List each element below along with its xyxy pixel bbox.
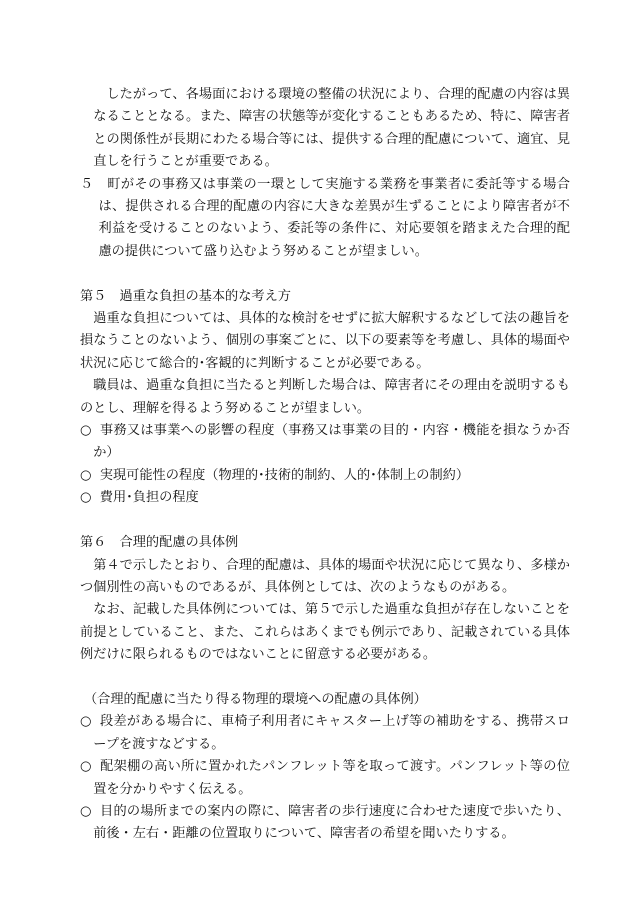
section-6-paragraph: 第４で示したとおり、合理的配慮は、具体的場面や状況に応じて異なり、多様かつ個別性の高いものであるが、具体例としては、次のようなものがある。 [80, 557, 570, 595]
list-item [80, 465, 570, 487]
intro-paragraph: したがって、各場面における環境の整備の状況により、合理的配慮の内容は異なることとなる。また、障害の状態等が変化することもあるため、特に、障害者との関係性が長期にわたる場合等には、提供する合理的配慮について、適宜、見直しを行うことが重要である。 [93, 87, 570, 170]
list-item-text: 目的の場所までの案内の際に、障害者の歩行速度に合わせた速度で歩いたり、前後・左右・距離の位置取りについて、障害者の希望を聞いたりする。 [93, 803, 570, 842]
bullet-circle-icon: ○ [80, 490, 92, 506]
section-6-paragraph: なお、記載した具体例については、第５で示した過重な負担が存在しないことを前提としていること、また、これらはあくまでも例示であり、記載されている具体例だけに限られるものではないことに留意する必要がある。 [80, 602, 570, 663]
section-5-paragraph: 職員は、過重な負担に当たると判断した場合は、障害者にその理由を説明するものとし、理解を得るよう努めることが望ましい。 [80, 378, 570, 416]
list-item-text: 費用･負担の程度 [99, 490, 199, 506]
list-item [80, 711, 570, 756]
list-item [80, 756, 570, 801]
item-5: ５ 町がその事務又は事業の一環として実施する業務を事業者に委託等する場合は、提供される合理的配慮の内容に大きな差異が生ずることにより障害者が不利益を受けることのないよう、委託等の条件に、対応要領を踏まえた合理的配慮の提供について盛り込むよう努めることが望ましい。 [80, 176, 570, 259]
bullet-circle-icon: ○ [80, 803, 92, 819]
list-item-text: 事務又は事業への影響の程度（事務又は事業の目的・内容・機能を損なうか否か） [93, 423, 570, 461]
list-item [80, 420, 570, 465]
bullet-circle-icon: ○ [80, 759, 92, 775]
list-item [80, 487, 570, 509]
section-5-heading: 第５ 過重な負担の基本的な考え方 [80, 288, 291, 304]
bullet-circle-icon: ○ [80, 467, 92, 483]
list-item [80, 801, 570, 846]
list-item-text: 段差がある場合に、車椅子利用者にキャスター上げ等の補助をする、携帯スロープを渡すなどする。 [93, 714, 570, 752]
section-5-paragraph: 過重な負担については、具体的な検討をせずに拡大解釈するなどして法の趣旨を損なうことのないよう、個別の事案ごとに、以下の要素等を考慮し、具体的場面や状況に応じて総合的･客観的に判断することが必要である。 [80, 311, 570, 371]
list-item-text: 実現可能性の程度（物理的･技術的制約、人的･体制上の制約） [99, 467, 470, 483]
list-item-text: 配架棚の高い所に置かれたパンフレット等を取って渡す。パンフレット等の位置を分かりやすく伝える。 [93, 759, 570, 797]
section-6-subheading: （合理的配慮に当たり得る物理的環境への配慮の具体例） [83, 691, 427, 707]
section-6-heading: 第６ 合理的配慮の具体例 [80, 535, 239, 551]
bullet-circle-icon: ○ [80, 714, 92, 730]
bullet-circle-icon: ○ [80, 423, 92, 439]
